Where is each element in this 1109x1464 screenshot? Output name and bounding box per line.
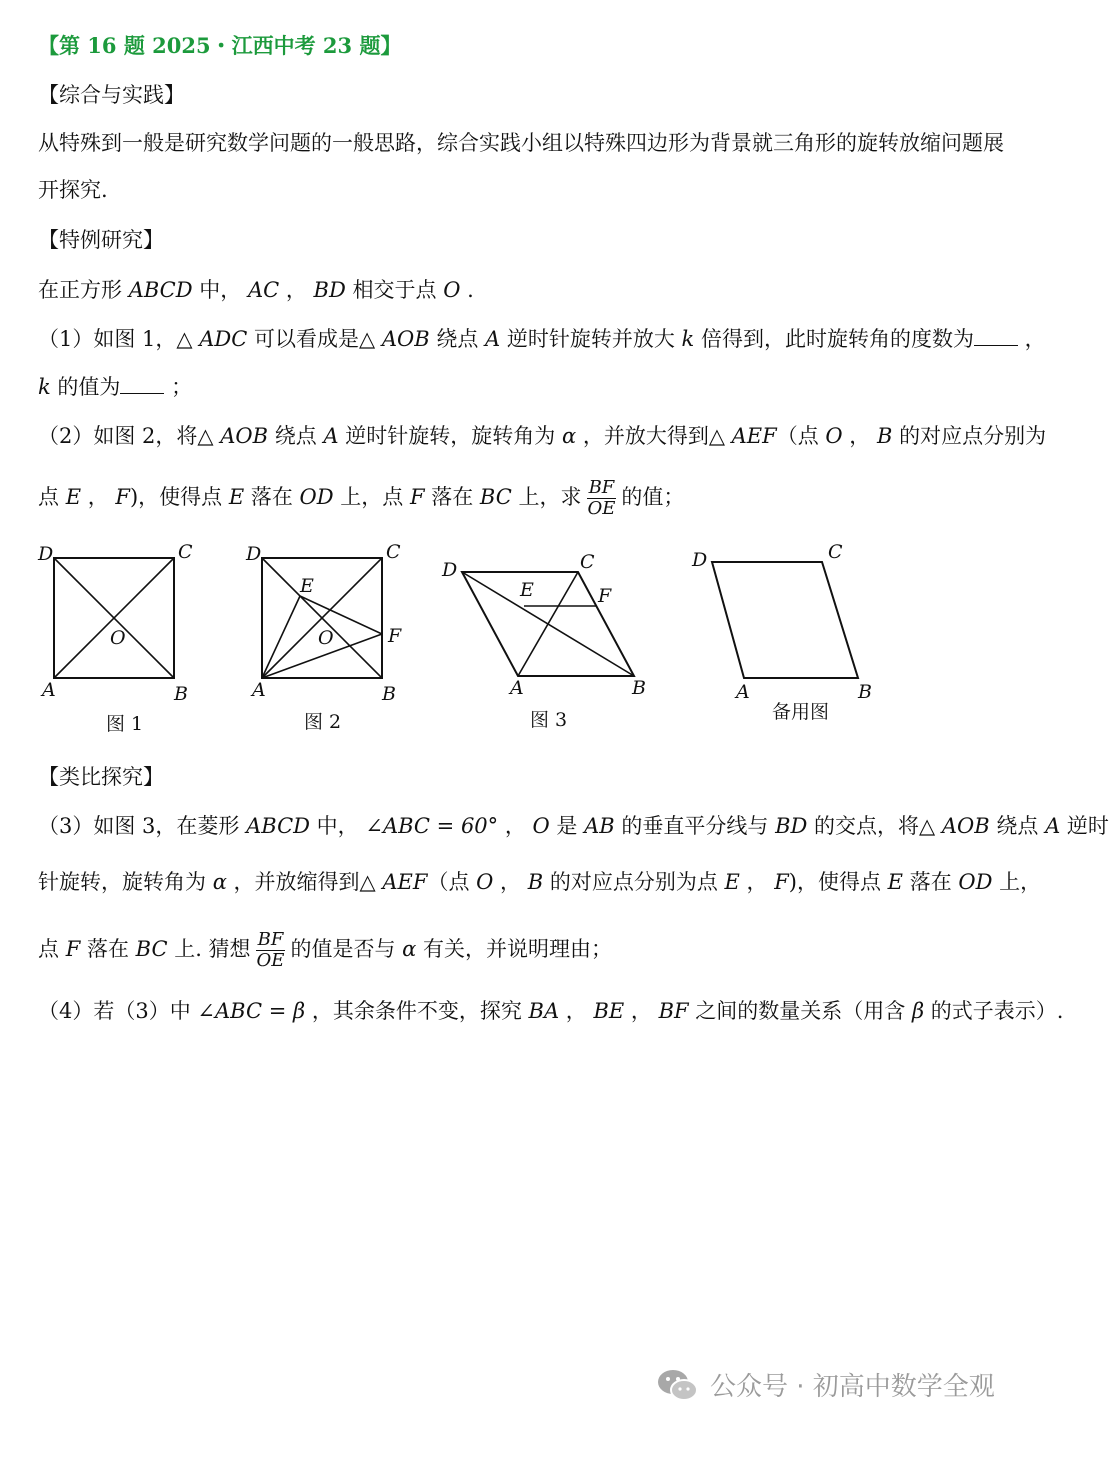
question-3-line-3: 点 F 落在 BC 上. 猜想 $\frac{BF}{OE}$ 的值是否与 α 有关，并说明理由； (38, 929, 613, 971)
label-a-3: A (510, 677, 524, 699)
section-heading-practice: 【综合与实践】 (38, 83, 185, 107)
figure-3 (441, 551, 646, 731)
intro-text-2: 开探究. (38, 178, 108, 202)
label-o-2: O (318, 627, 334, 649)
figure-1 (37, 541, 193, 735)
special-statement: 在正方形 ABCD 中， AC ， BD 相交于点 O . (38, 278, 474, 302)
figure-1-caption: 图 1 (106, 713, 144, 735)
section-heading-special: 【特例研究】 (38, 228, 164, 252)
label-d: D (38, 543, 54, 565)
figure-backup-caption: 备用图 (772, 701, 830, 723)
problem-title: 【第 16 题 2025・江西中考 23 题】 (38, 33, 402, 58)
watermark-text: 公众号 · 初高中数学全观 (710, 1372, 995, 1402)
label-b-4: B (858, 681, 872, 703)
label-a-2: A (252, 679, 266, 701)
label-c-4: C (828, 541, 843, 563)
label-f-2: F (388, 625, 402, 647)
fraction-bf-oe: $\frac{BF}{OE}$ (587, 477, 616, 519)
fraction-bf-oe-2: $\frac{BF}{OE}$ (256, 929, 285, 971)
figure-2 (245, 541, 402, 733)
question-1-line-1: （1）如图 1，△ ADC 可以看成是△ AOB 绕点 A 逆时针旋转并放大 k 倍得到，此时旋转角的度数为 ， (38, 327, 1046, 351)
figures-panel (30, 530, 910, 740)
label-c-3: C (580, 551, 595, 573)
label-a: A (42, 679, 56, 701)
figure-backup (691, 541, 872, 723)
question-2-line-1: （2）如图 2，将△ AOB 绕点 A 逆时针旋转，旋转角为 α ，并放大得到△ AEF（点 O ， B 的对应点分别为 (38, 424, 1047, 448)
intro-text-1: 从特殊到一般是研究数学问题的一般思路，综合实践小组以特殊四边形为背景就三角形的旋转放缩问题展 (38, 131, 1004, 155)
question-1-line-2: k 的值为 ； (38, 375, 193, 399)
question-4-line: （4）若（3）中 ∠ABC = β ，其余条件不变，探究 BA ， BE ， BF 之间的数量关系（用含 β 的式子表示）. (38, 999, 1064, 1023)
rhombus-backup (712, 562, 858, 678)
watermark (656, 1366, 995, 1403)
label-o: O (110, 627, 126, 649)
label-d-2: D (246, 543, 262, 565)
question-2-line-2: 点 E ， F)，使得点 E 落在 OD 上，点 F 落在 BC 上，求 $\frac{BF}{OE}$ 的值； (38, 477, 685, 519)
label-e-3: E (520, 579, 534, 601)
label-a-4: A (736, 681, 750, 703)
label-b-3: B (632, 677, 646, 699)
label-e-2: E (300, 575, 314, 597)
label-f-3: F (598, 585, 612, 607)
figure-3-caption: 图 3 (530, 709, 568, 731)
section-heading-analogy: 【类比探究】 (38, 765, 164, 789)
question-3-line-2: 针旋转，旋转角为 α ，并放缩得到△ AEF（点 O ， B 的对应点分别为点 E ， F)，使得点 E 落在 OD 上， (38, 870, 1042, 894)
wechat-icon (656, 1367, 700, 1403)
figure-2-caption: 图 2 (304, 711, 342, 733)
label-b-2: B (382, 683, 396, 705)
question-3-line-1: （3）如图 3，在菱形 ABCD 中， ∠ABC = 60° ， O 是 AB 的垂直平分线与 BD 的交点，将△ AOB 绕点 A 逆时 (38, 814, 1109, 838)
label-d-4: D (692, 549, 708, 571)
answer-blank-k[interactable] (120, 375, 164, 394)
label-d-3: D (442, 559, 458, 581)
label-c: C (178, 541, 193, 563)
label-b: B (174, 683, 188, 705)
answer-blank-angle[interactable] (974, 327, 1018, 346)
label-c-2: C (386, 541, 401, 563)
